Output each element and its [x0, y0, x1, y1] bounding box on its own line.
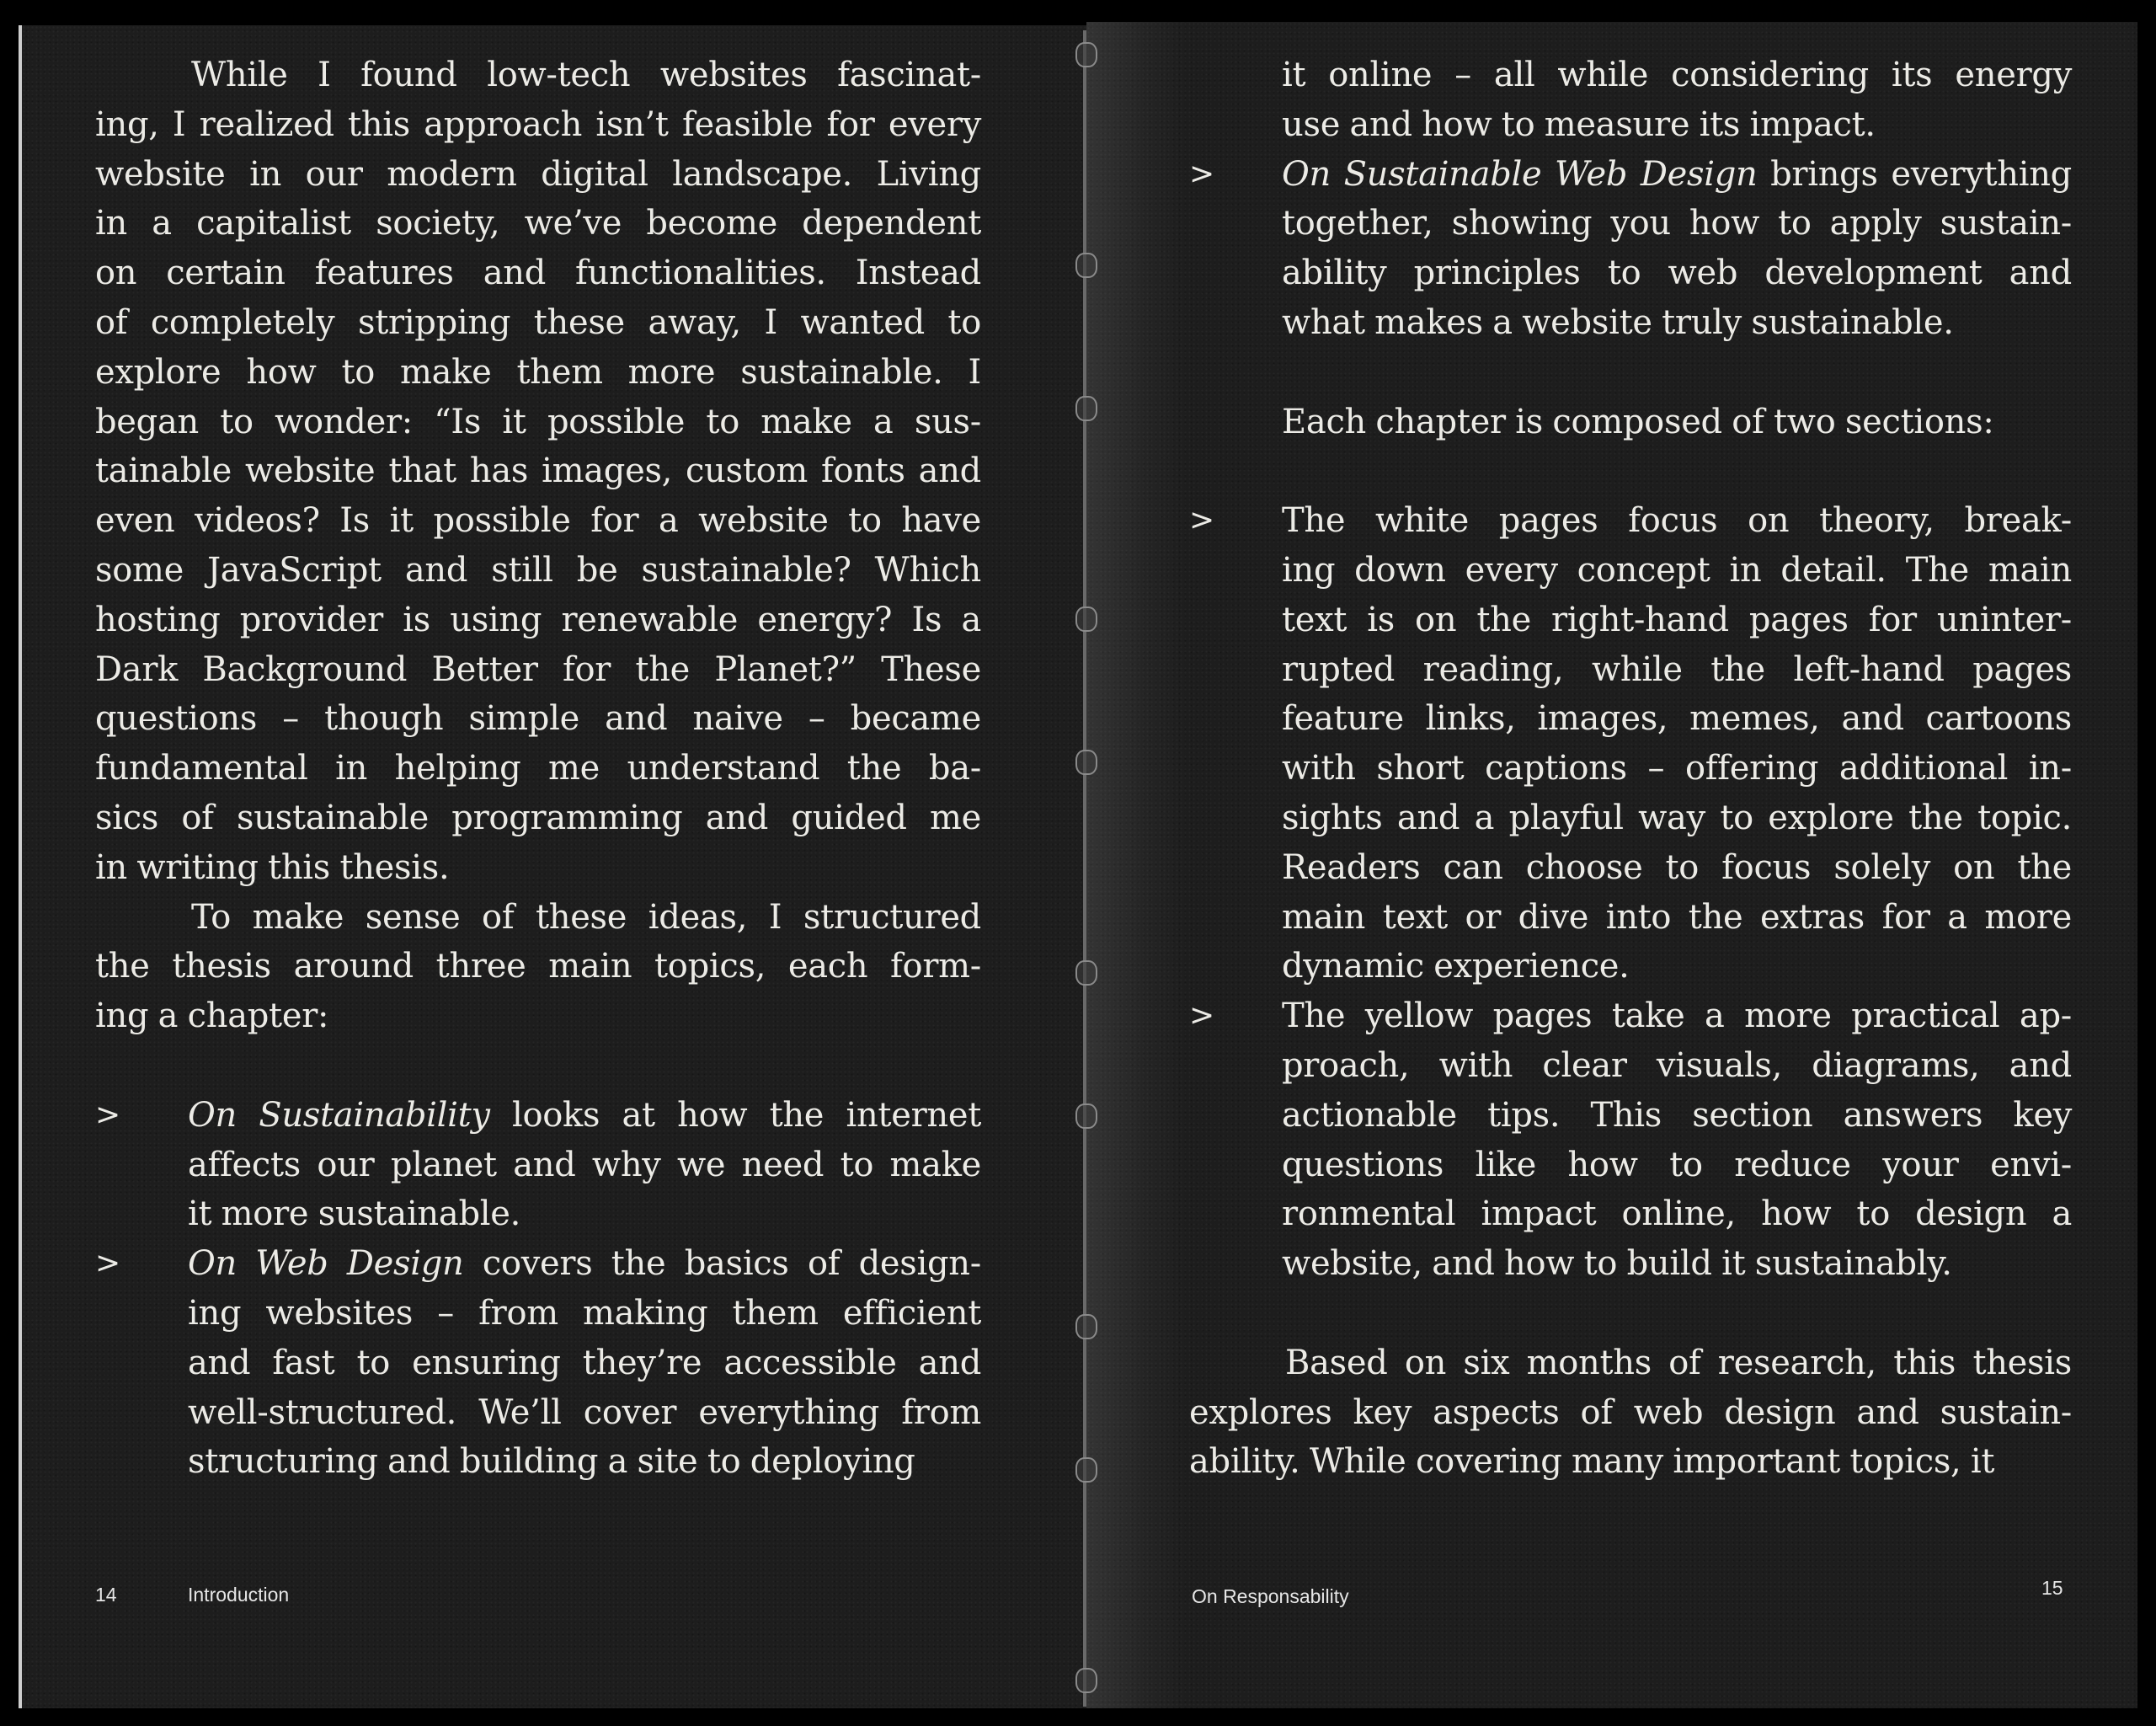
binding-stitch — [1075, 1103, 1097, 1129]
text-line: feature links, images, memes, and cartoons — [1282, 699, 2072, 739]
text-line: in a capitalist society, we’ve become dependent — [95, 204, 981, 243]
text-line: dynamic experience. — [1282, 947, 1630, 986]
text-line: structuring and building a site to deploying — [188, 1442, 915, 1482]
binding-stitch — [1075, 607, 1097, 632]
sections-list — [1189, 496, 2072, 1289]
binding-stitch — [1075, 253, 1097, 278]
text-line: Based on six months of research, this thesis — [1285, 1343, 2072, 1382]
paragraph-structure — [95, 893, 981, 1041]
text-line: sights and a playful way to explore the topic. — [1282, 798, 2072, 837]
binding-stitch — [1075, 750, 1097, 775]
chapter-title: On Sustainable Web Design — [1282, 154, 1758, 194]
page-number-left: 14 — [95, 1584, 117, 1606]
text-line: questions – though simple and naive – became — [95, 699, 981, 739]
sections-intro-text: Each chapter is composed of two sections: — [1282, 402, 1994, 441]
text-line: ing down every concept in detail. The main — [1282, 550, 2072, 590]
chevron-bullet-icon: > — [1189, 998, 1214, 1034]
text-line: explore how to make them more sustainable. I — [95, 352, 981, 392]
text-line: website, and how to build it sustainably. — [1282, 1244, 1952, 1284]
text-line: what makes a website truly sustainable. — [1282, 302, 1954, 342]
continued-item — [1189, 51, 2072, 150]
text-line: well-structured. We’ll cover everything from — [188, 1392, 981, 1432]
text-line: some JavaScript and still be sustainable? Which — [95, 550, 981, 590]
text-line: ability principles to web development and — [1282, 254, 2072, 293]
gutter-shadow — [1086, 22, 1187, 1708]
text-line: fundamental in helping me understand the ba- — [95, 749, 981, 788]
binding-stitch — [1075, 960, 1097, 986]
spacer — [1189, 446, 2072, 496]
text-line: main text or dive into the extras for a more — [1282, 897, 2072, 937]
binding-stitch — [1075, 396, 1097, 421]
page-number-right: 15 — [2041, 1577, 2063, 1599]
text-line: it online – all while considering its energy — [1282, 56, 2072, 94]
text-line: questions like how to reduce your envi- — [1282, 1145, 2072, 1184]
list-item-first-line: On Web Design covers the basics of design- — [188, 1244, 981, 1284]
chapter-list — [95, 1091, 981, 1487]
text-line: of completely stripping these away, I wanted to — [95, 302, 981, 342]
list-item-first-line: On Sustainability looks at how the internet — [188, 1095, 981, 1135]
list-item — [1189, 496, 2072, 991]
chevron-bullet-icon: > — [1189, 156, 1214, 191]
list-item — [1189, 991, 2072, 1289]
spacer — [95, 1041, 981, 1091]
text-line: together, showing you how to apply sustain- — [1282, 204, 2072, 243]
text-line: it more sustainable. — [188, 1194, 521, 1234]
text-line: The white pages focus on theory, break- — [1282, 501, 2072, 541]
text-line: explores key aspects of web design and sustain- — [1189, 1392, 2072, 1432]
binding-stitch — [1075, 1668, 1097, 1693]
list-item-first-line: On Sustainable Web Design brings everything — [1282, 154, 2072, 194]
text-line: Readers can choose to focus solely on the — [1282, 847, 2072, 887]
right-page-body — [1189, 51, 2072, 1487]
text-line: hosting provider is using renewable energy? Is a — [95, 600, 981, 639]
spacer — [1189, 348, 2072, 398]
text-line: ronmental impact online, how to design a — [1282, 1194, 2072, 1234]
text-line: ing, I realized this approach isn’t feasible for every — [95, 104, 981, 144]
text-line: website in our modern digital landscape. Living — [95, 154, 981, 194]
text-line: on certain features and functionalities. Instead — [95, 254, 981, 293]
text-line: The yellow pages take a more practical ap- — [1282, 997, 2072, 1036]
text-line: proach, with clear visuals, diagrams, and — [1282, 1045, 2072, 1085]
sections-intro — [1189, 398, 2072, 447]
left-page-body — [95, 51, 981, 1487]
text-line: ability. While covering many important topics, it — [1189, 1442, 1995, 1482]
list-item — [1189, 150, 2072, 348]
chapter-list-continued — [1189, 150, 2072, 348]
binding-stitch — [1075, 1314, 1097, 1339]
text-line: rupted reading, while the left-hand pages — [1282, 649, 2072, 689]
text-line: ing websites – from making them efficient — [188, 1293, 981, 1333]
text-line: text is on the right-hand pages for uninter- — [1282, 600, 2072, 639]
text-line: began to wonder: “Is it possible to make a sus- — [95, 402, 981, 441]
list-item — [95, 1239, 981, 1487]
text-line: in writing this thesis. — [95, 847, 450, 887]
running-header-left: Introduction — [188, 1584, 290, 1606]
text-line: While I found low-tech websites fascinat- — [191, 56, 981, 94]
chevron-bullet-icon: > — [95, 1097, 120, 1132]
text-line: even videos? Is it possible for a website to have — [95, 501, 981, 541]
chevron-bullet-icon: > — [95, 1246, 120, 1281]
binding-stitch — [1075, 42, 1097, 67]
text-line: Dark Background Better for the Planet?” These — [95, 649, 981, 689]
chapter-title: On Web Design — [188, 1244, 464, 1284]
text-line: tainable website that has images, custom fonts and — [95, 452, 981, 491]
running-header-right: On Responsability — [1192, 1585, 1349, 1607]
chevron-bullet-icon: > — [1189, 503, 1214, 538]
chapter-title: On Sustainability — [188, 1095, 490, 1135]
list-item — [95, 1091, 981, 1239]
book-spine — [1083, 30, 1086, 1707]
text-line: with short captions – offering additional in- — [1282, 749, 2072, 788]
closing-paragraph — [1189, 1339, 2072, 1487]
text-line: and fast to ensuring they’re accessible and — [188, 1343, 981, 1382]
text-line: To make sense of these ideas, I structured — [191, 897, 981, 937]
text-line: the thesis around three main topics, each form- — [95, 947, 981, 986]
text-line: sics of sustainable programming and guided me — [95, 798, 981, 837]
text-line: actionable tips. This section answers key — [1282, 1095, 2072, 1135]
text-line: ing a chapter: — [95, 997, 329, 1036]
spacer — [1189, 1289, 2072, 1339]
paragraph-intro — [95, 51, 981, 893]
text-line: affects our planet and why we need to make — [188, 1145, 981, 1184]
binding-stitch — [1075, 1457, 1097, 1483]
text-line: use and how to measure its impact. — [1282, 104, 1876, 144]
